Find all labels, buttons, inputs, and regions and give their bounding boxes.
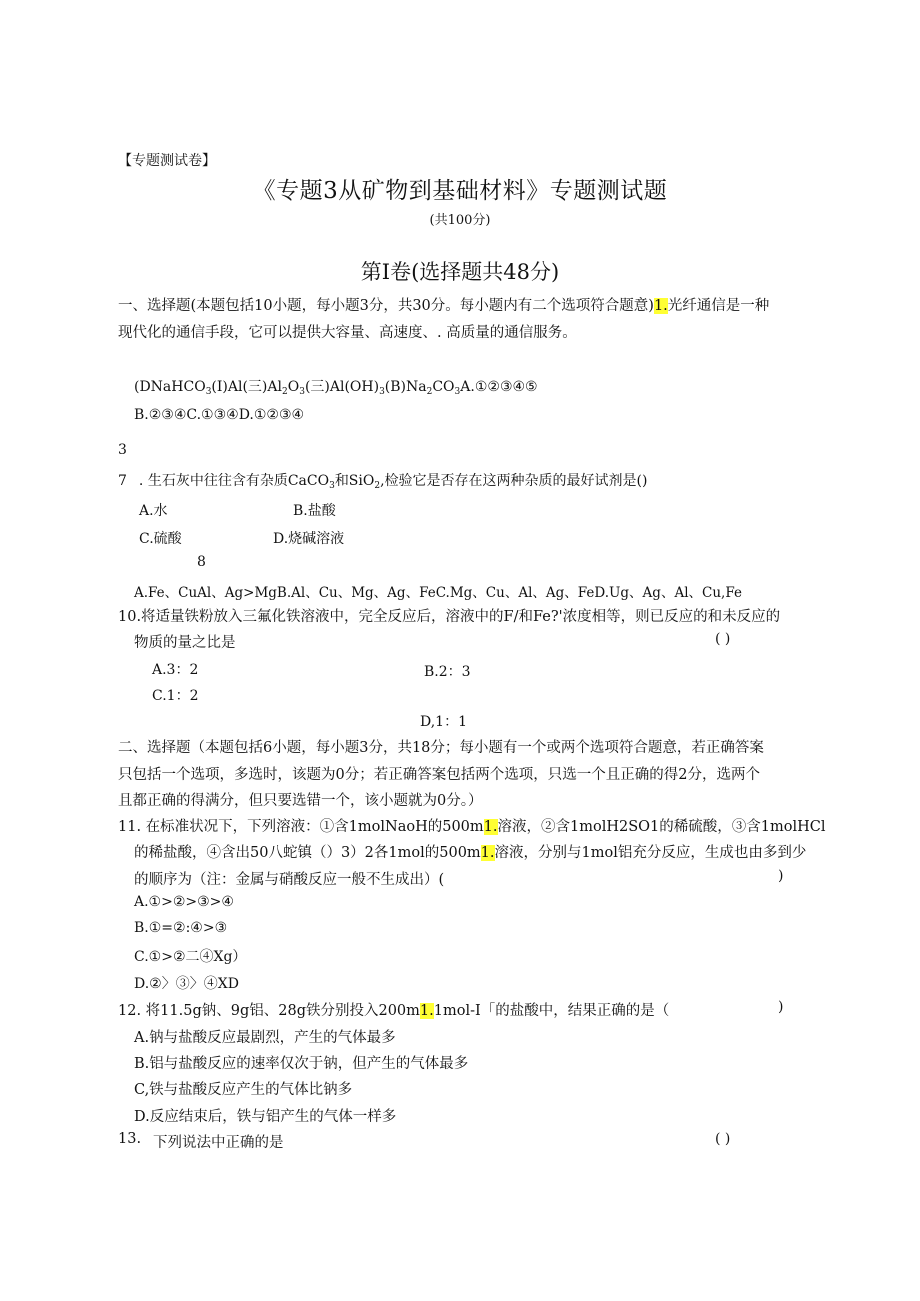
highlight-mark: 1. (653, 298, 668, 314)
section1-intro (118, 294, 769, 315)
highlight-mark: 1. (419, 1003, 434, 1019)
section2-intro-line1: 二、选择题（本题包括6小题，每小题3分，共18分；每小题有一个或两个选项符合题意，若正确答案 (118, 740, 764, 756)
q12-stem: 12. 将11.5g钠、9g铝、28g铁分别投入200m1.1mol-I「的盐酸中，结果正确的是（ (118, 1003, 670, 1019)
q1-stem: 现代化的通信手段，它可以提供大容量、高速度、. 高质量的通信服务。 (118, 325, 577, 341)
q7-stem: 7 . 生石灰中往往含有杂质CaCO$_3$和SiO$_2$,检验它是否存在这两种杂质的最好试剂是() (118, 473, 648, 491)
q1-options: B.②③④C.①③④D.①②③④ (134, 407, 305, 423)
q11-stem-line2: 的稀盐酸，④含出50八蛇镇（）3）2各1mol的500m1.溶液，分别与1mol铝充分反应，生成也由多到少 (134, 845, 807, 861)
question-number-3: 3 (118, 442, 127, 458)
question-number-8: 8 (197, 554, 206, 570)
section2-intro-line2: 只包括一个选项，多选时，该题为0分；若正确答案包括两个选项，只选一个且正确的得2分，选两个 (118, 767, 760, 783)
q12-answer-paren: ) (778, 999, 784, 1015)
q1-formulas: (DNaHCO$_3$(I)Al(三)$Al_2O_3$(三)$Al(OH)_3(B)Na_2CO_3A.①②③④⑤$ (134, 379, 538, 397)
q11-stem-line3: 的顺序为（注：金属与硝酸反应一般不生成出）( (134, 872, 445, 888)
section2-intro-line3: 且都正确的得满分，但只要选错一个，该小题就为0分。） (118, 793, 483, 809)
q10-stem-line2: 物质的量之比是 (134, 635, 236, 651)
q13-stem: 下列说法中正确的是 (153, 1135, 284, 1151)
q12-option-c: C,铁与盐酸反应产生的气体比钠多 (134, 1082, 353, 1098)
q12-option-a: A.钠与盐酸反应最剧烈，产生的气体最多 (134, 1030, 396, 1046)
q13-answer-paren: ( ) (715, 1131, 731, 1147)
q7-option-a: A.水 (139, 503, 168, 519)
q10-option-d: D,1：1 (420, 714, 467, 730)
q10-option-a: A.3：2 (152, 662, 199, 678)
q12-option-d: D.反应结束后，铁与铝产生的气体一样多 (134, 1109, 397, 1125)
q7-option-b: B.盐酸 (293, 503, 336, 519)
page-title: 《专题3从矿物到基础材料》专题测试题 (252, 178, 668, 204)
q8-options: A.Fe、CuAl、Ag>MgB.Al、Cu、Mg、Ag、FeC.Mg、Cu、Al、Ag、FeD.Ug、Ag、Al、Cu,Fe (134, 585, 742, 601)
section1-intro-text: 一、选择题(本题包括10小题，每小题3分，共30分。每小题内有二个选项符合题意) (118, 298, 654, 314)
q10-option-b: B.2：3 (424, 664, 471, 680)
total-score: (共100分) (429, 213, 491, 228)
q7-option-d: D.烧碱溶液 (273, 531, 345, 547)
q12-option-b: B.铝与盐酸反应的速率仅次于钠，但产生的气体最多 (134, 1056, 469, 1072)
volume-heading: 第I卷(选择题共48分) (360, 260, 560, 284)
q11-option-d: D.②〉③〉④XD (134, 976, 239, 992)
q13-number: 13. (118, 1131, 142, 1147)
section-tag: 【专题测试卷】 (118, 153, 216, 169)
q11-answer-paren: ) (778, 868, 784, 884)
q11-option-a: A.①>②>③>④ (134, 894, 234, 910)
q11-stem-line1: 11. 在标准状况下，下列溶液：①含1molNaoH的500m1.溶液，②含1molH2SO1的稀硫酸，③含1molHCl (118, 819, 826, 835)
q10-answer-paren: ( ) (715, 631, 731, 647)
q11-option-c: C.①>②二④Xg） (134, 949, 247, 965)
q10-stem-line1: 10.将适量铁粉放入三氟化铁溶液中，完全反应后，溶液中的F/和Fe?'浓度相等，则已反应的和未反应的 (118, 609, 781, 625)
highlight-mark: 1. (480, 845, 495, 861)
q7-option-c: C.硫酸 (139, 531, 182, 547)
section1-intro-text-2: 光纤通信是一种 (667, 298, 770, 314)
q11-option-b: B.①=②:④>③ (134, 920, 228, 936)
highlight-mark: 1. (483, 819, 498, 835)
q10-option-c: C.1：2 (152, 688, 199, 704)
